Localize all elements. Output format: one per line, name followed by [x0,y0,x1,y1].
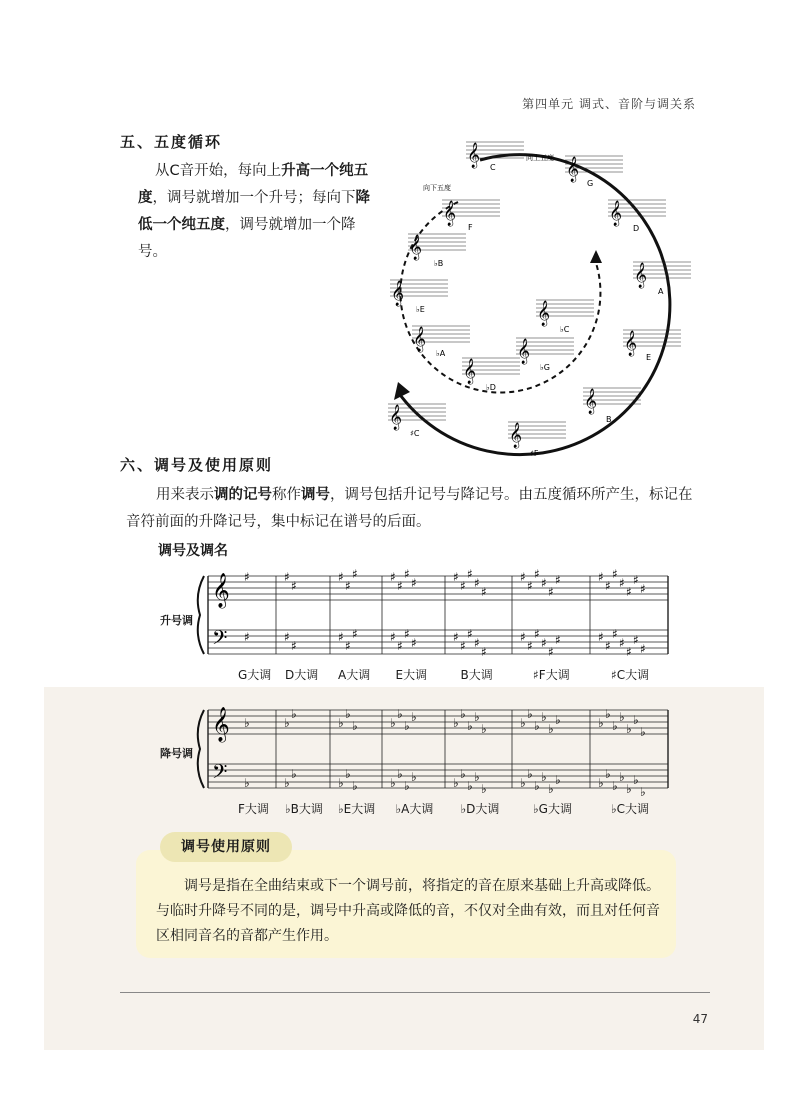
svg-text:♭: ♭ [291,707,297,721]
svg-text:♭: ♭ [548,722,554,736]
flat-key-name: F大调 [238,802,269,816]
svg-text:𝄞: 𝄞 [624,331,638,356]
svg-text:♯: ♯ [555,573,561,587]
svg-text:♭: ♭ [619,770,625,784]
circle-staff-aflat [412,326,470,358]
svg-text:♯: ♯ [345,579,351,593]
svg-text:♯: ♯ [453,630,459,644]
svg-text:♯: ♯ [244,570,250,584]
svg-text:♯: ♯ [626,645,632,659]
svg-text:♯: ♯ [619,636,625,650]
svg-text:𝄞: 𝄞 [443,201,457,226]
svg-text:♭: ♭ [411,770,417,784]
section-six-title: 六、调号及使用原则 [120,456,274,474]
svg-text:♭: ♭ [397,767,403,781]
svg-text:♯: ♯ [404,627,410,641]
svg-text:♭B: ♭B [434,259,444,268]
page-header: 第四单元 调式、音阶与调关系 [522,97,696,111]
svg-text:♯: ♯ [520,630,526,644]
svg-text:𝄢: 𝄢 [212,760,228,788]
svg-text:♯: ♯ [520,570,526,584]
svg-text:♯: ♯ [527,579,533,593]
svg-text:♭: ♭ [527,707,533,721]
svg-text:♭: ♭ [548,782,554,796]
svg-text:♭: ♭ [605,767,611,781]
svg-text:♭C: ♭C [560,325,570,334]
sharp-key-name: B大调 [460,668,493,682]
circle-staff-bflat [408,234,466,268]
svg-text:♭: ♭ [633,773,639,787]
svg-text:♯: ♯ [626,585,632,599]
svg-text:♯: ♯ [481,585,487,599]
svg-text:♭: ♭ [244,776,250,790]
svg-text:♯: ♯ [453,570,459,584]
sharp-key-name: E大调 [395,668,428,682]
sharp-key-grand-staff [160,568,680,668]
svg-text:𝄞: 𝄞 [413,327,427,352]
sharp-key-name: ♯F大调 [533,668,570,682]
svg-text:𝄞: 𝄞 [509,423,523,448]
circle-staff-csharp [388,404,446,438]
svg-text:♯: ♯ [534,627,540,641]
svg-text:♯: ♯ [612,568,618,581]
svg-text:♯: ♯ [404,568,410,581]
svg-text:♯: ♯ [598,630,604,644]
svg-text:♯: ♯ [284,630,290,644]
svg-text:𝄞: 𝄞 [391,281,405,306]
circle-staff-gflat [516,338,574,372]
flat-keys-label: 降号调 [160,747,193,760]
svg-text:♯: ♯ [338,570,344,584]
svg-text:♭: ♭ [467,719,473,733]
svg-text:♭: ♭ [345,767,351,781]
svg-text:♭: ♭ [453,716,459,730]
flat-key-name: ♭D大调 [460,802,500,816]
sharp-key-names [160,666,680,684]
down-fifth-label: 向下五度 [423,184,451,192]
svg-text:♯: ♯ [541,636,547,650]
svg-text:♭: ♭ [612,779,618,793]
svg-text:♯: ♯ [640,582,646,596]
keys-caption: 调号及调名 [158,543,228,559]
svg-text:♭: ♭ [411,710,417,724]
svg-text:♯: ♯ [352,627,358,641]
svg-text:♯: ♯ [619,576,625,590]
sharp-key-name: G大调 [238,668,272,682]
svg-text:♭D: ♭D [486,383,496,392]
svg-text:𝄞: 𝄞 [409,235,423,260]
svg-text:D: D [633,224,640,233]
svg-text:♭: ♭ [555,713,561,727]
svg-text:𝄞: 𝄞 [212,707,230,742]
svg-text:♭E: ♭E [416,305,425,314]
sharp-key-name: A大调 [338,668,371,682]
svg-text:♭: ♭ [467,779,473,793]
svg-text:♯: ♯ [460,579,466,593]
svg-text:G: G [587,179,594,188]
svg-text:♯: ♯ [352,568,358,581]
svg-text:♭A: ♭A [436,349,446,358]
svg-text:♯: ♯ [633,573,639,587]
svg-text:♯: ♯ [244,630,250,644]
up-fifth-label: 向上五度 [526,154,554,162]
svg-text:♯F: ♯F [530,449,539,458]
svg-text:♭: ♭ [520,716,526,730]
svg-text:♯: ♯ [345,639,351,653]
svg-text:♯: ♯ [541,576,547,590]
svg-text:♯: ♯ [390,630,396,644]
flat-key-name: ♭C大调 [611,802,650,816]
svg-text:𝄞: 𝄞 [634,263,648,288]
section-six-paragraph: 用来表示调的记号称作调号，调号包括升记号与降记号。由五度循环所产生，标记在音符前面的升降记号，集中标记在谱号的后面。 [126,487,693,530]
svg-text:♯: ♯ [598,570,604,584]
circle-staff-f [442,200,500,232]
svg-text:E: E [646,353,652,362]
svg-text:♯C: ♯C [410,429,420,438]
svg-text:♯: ♯ [555,633,561,647]
svg-text:♭: ♭ [352,719,358,733]
svg-text:𝄞: 𝄞 [609,201,623,226]
svg-text:♯: ♯ [474,576,480,590]
svg-text:♯: ♯ [467,568,473,581]
sharp-key-name: ♯C大调 [611,668,650,682]
svg-text:A: A [658,287,664,296]
svg-text:♭: ♭ [390,716,396,730]
svg-text:𝄞: 𝄞 [467,143,481,168]
svg-text:♭: ♭ [527,767,533,781]
svg-text:♭: ♭ [612,719,618,733]
svg-text:♯: ♯ [612,627,618,641]
svg-text:𝄞: 𝄞 [566,157,580,182]
flat-key-name: ♭A大调 [395,802,434,816]
svg-text:♭: ♭ [352,779,358,793]
circle-of-fifths-diagram [380,130,700,460]
svg-text:♭: ♭ [284,716,290,730]
svg-text:C: C [490,163,496,172]
svg-text:𝄞: 𝄞 [537,301,551,326]
circle-staff-dflat [462,358,520,392]
svg-text:♯: ♯ [411,576,417,590]
svg-text:♭: ♭ [598,776,604,790]
footer-divider [120,992,710,993]
svg-text:♭: ♭ [534,719,540,733]
svg-text:♭: ♭ [474,710,480,724]
flat-key-grand-staff [160,702,680,802]
svg-text:♯: ♯ [291,639,297,653]
circle-staff-g [565,156,623,188]
svg-text:𝄞: 𝄞 [212,573,230,608]
svg-text:♭: ♭ [541,710,547,724]
svg-text:♭: ♭ [460,707,466,721]
circle-staff-cflat [536,300,594,334]
svg-text:F: F [468,223,473,232]
circle-staff-e [623,330,681,362]
circle-staff-eflat [390,280,448,314]
svg-text:♯: ♯ [467,627,473,641]
svg-text:♭: ♭ [640,785,646,799]
svg-text:♯: ♯ [640,642,646,656]
svg-text:♭: ♭ [640,725,646,739]
svg-text:♯: ♯ [390,570,396,584]
flat-key-name: ♭E大调 [338,802,376,816]
svg-text:♭G: ♭G [540,363,550,372]
svg-text:♯: ♯ [397,579,403,593]
svg-text:♭: ♭ [453,776,459,790]
svg-text:♭: ♭ [284,776,290,790]
svg-text:♯: ♯ [338,630,344,644]
svg-text:♯: ♯ [605,639,611,653]
svg-text:♭: ♭ [481,782,487,796]
rule-text: 调号是指在全曲结束或下一个调号前，将指定的音在原来基础上升高或降低。与临时升降号不同的是，调号中升高或降低的音，不仅对全曲有效，而且对任何音区相同音名的音都产生作用。 [156,878,660,944]
svg-text:♭: ♭ [605,707,611,721]
page-number: 47 [692,1012,708,1026]
svg-text:𝄞: 𝄞 [389,405,403,430]
svg-text:𝄞: 𝄞 [517,339,531,364]
svg-text:𝄞: 𝄞 [584,389,598,414]
rule-title-tab: 调号使用原则 [160,832,292,862]
svg-text:♭: ♭ [338,776,344,790]
svg-text:♭: ♭ [555,773,561,787]
svg-text:♯: ♯ [291,579,297,593]
svg-text:♭: ♭ [397,707,403,721]
svg-text:♯: ♯ [460,639,466,653]
sharp-key-name: D大调 [285,668,319,682]
svg-text:♭: ♭ [534,779,540,793]
svg-text:♭: ♭ [626,782,632,796]
svg-text:♭: ♭ [404,719,410,733]
svg-text:♯: ♯ [474,636,480,650]
flat-key-name: ♭G大调 [533,802,572,816]
svg-text:♭: ♭ [460,767,466,781]
sharp-keys-label: 升号调 [160,614,193,627]
svg-text:♯: ♯ [411,636,417,650]
svg-text:♯: ♯ [605,579,611,593]
svg-text:♭: ♭ [291,767,297,781]
svg-text:♯: ♯ [527,639,533,653]
svg-text:♯: ♯ [284,570,290,584]
svg-text:♯: ♯ [633,633,639,647]
flat-key-name: ♭B大调 [285,802,323,816]
svg-text:♭: ♭ [598,716,604,730]
rule-content-box [136,850,676,958]
svg-text:♭: ♭ [390,776,396,790]
flat-key-names [160,800,680,818]
circle-staff-a [633,262,691,296]
circle-staff-d [608,200,666,233]
svg-text:♭: ♭ [619,710,625,724]
svg-text:♭: ♭ [474,770,480,784]
svg-text:♯: ♯ [481,645,487,659]
svg-text:♭: ♭ [541,770,547,784]
svg-text:♭: ♭ [520,776,526,790]
svg-text:♭: ♭ [345,707,351,721]
svg-text:♭: ♭ [626,722,632,736]
section-five-title: 五、五度循环 [120,133,223,151]
svg-text:♯: ♯ [548,645,554,659]
section-five-paragraph: 从C音开始，每向上升高一个纯五度，调号就增加一个升号；每向下降低一个纯五度，调号就增加一个降号。 [138,163,370,260]
svg-text:♭: ♭ [633,713,639,727]
svg-text:♭: ♭ [481,722,487,736]
svg-text:♯: ♯ [397,639,403,653]
svg-text:♯: ♯ [534,568,540,581]
svg-text:B: B [606,415,612,424]
circle-staff-fsharp [508,422,566,458]
svg-text:♭: ♭ [404,779,410,793]
svg-text:♭: ♭ [244,716,250,730]
svg-text:𝄞: 𝄞 [463,359,477,384]
svg-text:♭: ♭ [338,716,344,730]
svg-text:𝄢: 𝄢 [212,626,228,654]
svg-text:♯: ♯ [548,585,554,599]
